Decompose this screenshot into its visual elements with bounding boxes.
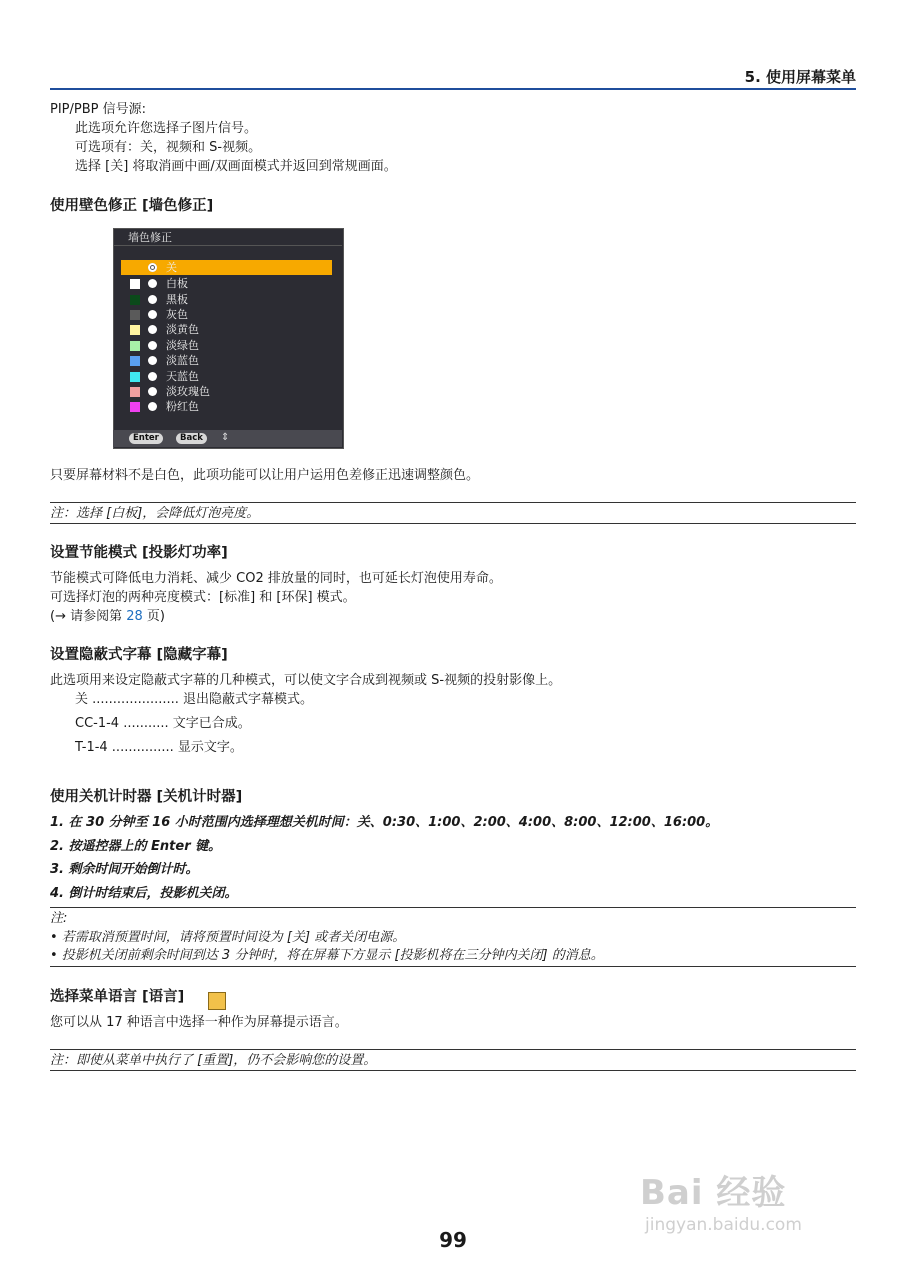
timer-step-1: 1. 在 30 分钟至 16 小时范围内选择理想关机时间：关、0:30、1:00、2:00、4:00、8:00、12:00、16:00。: [50, 815, 719, 830]
eco-page-reference: [50, 607, 165, 626]
baidu-watermark-url: jingyan.baidu.com: [645, 1215, 802, 1235]
wall-heading: 使用壁色修正 [墙色修正]: [50, 198, 214, 214]
radio-icon: [148, 325, 157, 334]
note-rule-bottom: [50, 966, 856, 967]
pip-line-3: 选择 [关] 将取消画中画/双画面模式并返回到常规画面。: [75, 159, 397, 174]
osd-item-light-rose[interactable]: [121, 384, 332, 399]
lang-note: 注：即使从菜单中执行了 [重置]，仍不会影响您的设置。: [50, 1053, 377, 1068]
timer-step-4: 4. 倒计时结束后，投影机关闭。: [50, 886, 238, 901]
timer-step-2: 2. 按遥控器上的 Enter 键。: [50, 839, 222, 854]
osd-item-label: 黑板: [166, 293, 188, 306]
pip-line-2: 可选项有：关，视频和 S-视频。: [75, 140, 262, 155]
eco-heading: 设置节能模式 [投影灯功率]: [50, 545, 228, 561]
updown-arrows-icon: ⇕: [221, 432, 230, 443]
page-number: 99: [439, 1228, 467, 1252]
osd-item-label: 淡绿色: [166, 339, 199, 352]
timer-step-3: 3. 剩余时间开始倒计时。: [50, 862, 199, 877]
osd-item-label: 淡蓝色: [166, 354, 199, 367]
header-rule: [50, 88, 856, 90]
radio-icon: [148, 310, 157, 319]
osd-item-label: 淡黄色: [166, 323, 199, 336]
color-swatch: [130, 310, 140, 320]
color-swatch: [130, 279, 140, 289]
cc-option-cc: CC-1-4 ........... 文字已合成。: [75, 716, 251, 731]
radio-icon: [148, 279, 157, 288]
eco-line-1: 节能模式可降低电力消耗、减少 CO2 排放量的同时，也可延长灯泡使用寿命。: [50, 571, 502, 586]
cc-line-1: 此选项用来设定隐蔽式字幕的几种模式，可以使文字合成到视频或 S-视频的投射影像上。: [50, 673, 562, 688]
osd-item-off[interactable]: [121, 260, 332, 275]
color-swatch: [130, 387, 140, 397]
language-icon: [208, 992, 226, 1010]
note-rule-bottom: [50, 1070, 856, 1071]
note-rule-top: [50, 907, 856, 908]
osd-title-divider: [113, 245, 342, 246]
osd-item-whiteboard[interactable]: [121, 276, 332, 291]
wall-description: 只要屏幕材料不是白色，此项功能可以让用户运用色差修正迅速调整颜色。: [50, 468, 480, 483]
note-rule-top: [50, 502, 856, 503]
osd-item-blackboard[interactable]: [121, 292, 332, 307]
wall-note: 注：选择 [白板]，会降低灯泡亮度。: [50, 506, 260, 521]
baidu-watermark: Bai 经验: [640, 1173, 787, 1213]
radio-icon: [148, 295, 157, 304]
timer-heading: 使用关机计时器 [关机计时器]: [50, 789, 243, 805]
radio-selected-icon: [148, 263, 157, 272]
osd-item-pink[interactable]: [121, 399, 332, 414]
osd-item-sky-blue[interactable]: [121, 369, 332, 384]
lang-line-1: 您可以从 17 种语言中选择一种作为屏幕提示语言。: [50, 1015, 348, 1030]
timer-note-2: • 投影机关闭前剩余时间到达 3 分钟时，将在屏幕下方显示 [投影机将在三分钟内关闭] 的消息。: [50, 948, 604, 963]
radio-icon: [148, 402, 157, 411]
osd-back-button[interactable]: Back: [176, 433, 207, 444]
osd-item-light-yellow[interactable]: [121, 322, 332, 337]
page-link[interactable]: 28: [126, 609, 143, 624]
osd-item-light-blue[interactable]: [121, 353, 332, 368]
radio-icon: [148, 356, 157, 365]
cc-option-off: 关 ..................... 退出隐蔽式字幕模式。: [75, 692, 314, 707]
osd-title: 墙色修正: [128, 231, 172, 244]
radio-icon: [148, 387, 157, 396]
timer-note-1: • 若需取消预置时间，请将预置时间设为 [关] 或者关闭电源。: [50, 930, 406, 945]
pip-heading: PIP/PBP 信号源:: [50, 102, 147, 117]
osd-item-gray[interactable]: [121, 307, 332, 322]
radio-icon: [148, 341, 157, 350]
radio-icon: [148, 372, 157, 381]
osd-enter-button[interactable]: Enter: [129, 433, 163, 444]
pip-line-1: 此选项允许您选择子图片信号。: [75, 121, 258, 136]
osd-item-label: 白板: [166, 277, 188, 290]
eco-line-2: 可选择灯泡的两种亮度模式：[标准] 和 [环保] 模式。: [50, 590, 356, 605]
ref-prefix: (→ 请参阅第: [50, 609, 127, 624]
osd-item-label: 粉红色: [166, 400, 199, 413]
ref-suffix: 页): [142, 609, 165, 624]
color-swatch: [130, 325, 140, 335]
note-rule-bottom: [50, 523, 856, 524]
color-swatch: [130, 372, 140, 382]
osd-item-label: 关: [166, 261, 177, 274]
page-header-title: 5. 使用屏幕菜单: [744, 68, 856, 86]
osd-item-label: 灰色: [166, 308, 188, 321]
osd-item-light-green[interactable]: [121, 338, 332, 353]
lang-heading: 选择菜单语言 [语言]: [50, 989, 185, 1005]
cc-heading: 设置隐蔽式字幕 [隐藏字幕]: [50, 647, 228, 663]
color-swatch: [130, 402, 140, 412]
osd-item-label: 淡玫瑰色: [166, 385, 210, 398]
color-swatch: [130, 341, 140, 351]
osd-item-label: 天蓝色: [166, 370, 199, 383]
note-rule-top: [50, 1049, 856, 1050]
cc-option-t: T-1-4 ............... 显示文字。: [75, 740, 243, 755]
timer-note-title: 注:: [50, 911, 68, 926]
color-swatch: [130, 356, 140, 366]
color-swatch: [130, 295, 140, 305]
